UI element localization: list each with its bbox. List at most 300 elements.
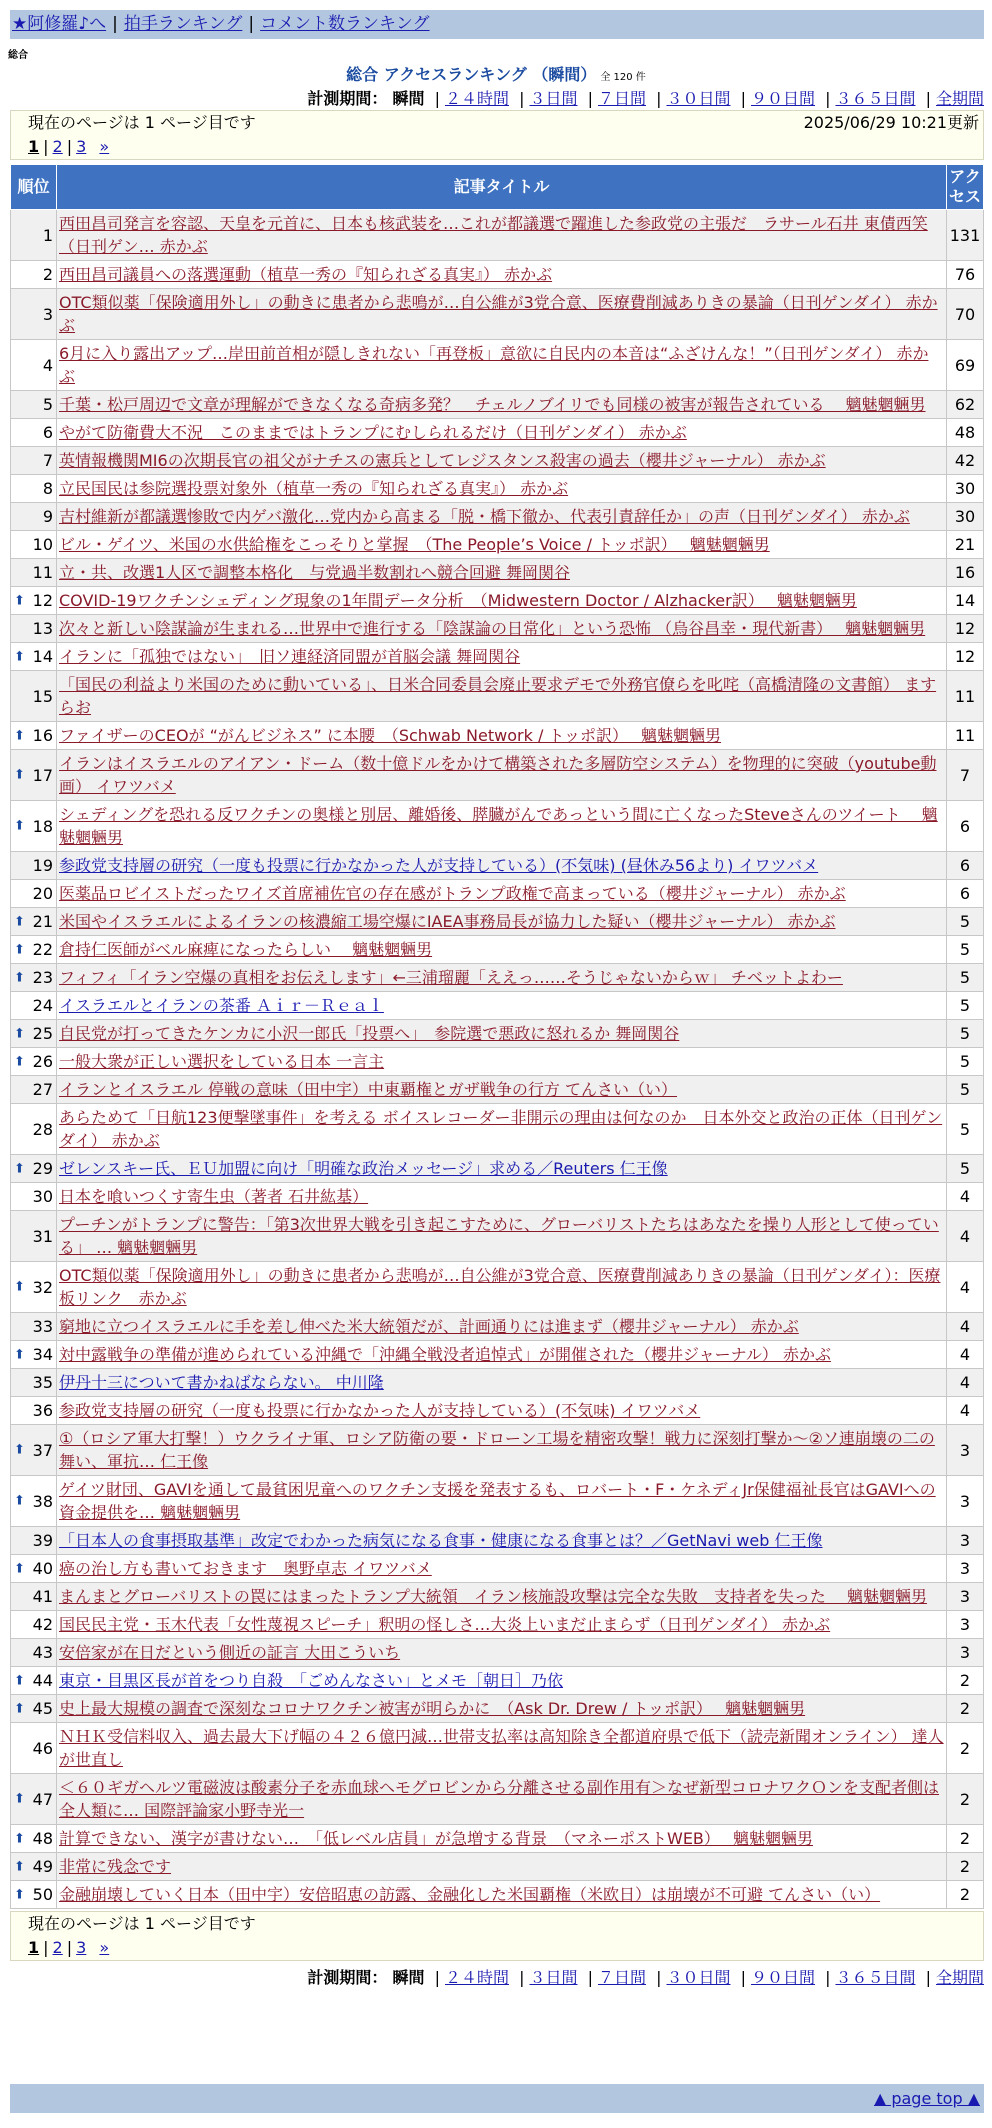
rank-number: 12 bbox=[32, 591, 53, 610]
title-cell bbox=[57, 852, 947, 880]
article-link[interactable]: ゼレンスキー氏、ＥＵ加盟に向け「明確な政治メッセージ」求める／Reuters 仁王像 bbox=[59, 1159, 668, 1178]
access-count: 12 bbox=[947, 643, 984, 671]
title-cell bbox=[57, 1104, 947, 1155]
title-cell bbox=[57, 475, 947, 503]
rank-cell bbox=[11, 531, 57, 559]
period-365d[interactable]: ３６５日間 bbox=[835, 89, 916, 108]
period-all[interactable]: 全期間 bbox=[935, 89, 984, 108]
article-link[interactable]: 米国やイスラエルによるイランの核濃縮工場空爆にIAEA事務局長が協力した疑い（櫻井ジャーナル） 赤かぶ bbox=[59, 912, 836, 931]
article-link[interactable]: フィフィ「イラン空爆の真相をお伝えします」←三浦瑠麗「ええっ……そうじゃないからｗ」 チベットよわー bbox=[59, 968, 843, 987]
table-row bbox=[11, 936, 984, 964]
rank-cell bbox=[11, 587, 57, 615]
rank-cell bbox=[11, 1723, 57, 1774]
table-row bbox=[11, 1723, 984, 1774]
rank-number: 36 bbox=[32, 1401, 53, 1420]
article-link[interactable]: ①（ロシア軍大打撃！）ウクライナ軍、ロシア防衛の要・ドローン工場を精密攻撃！戦力に深刻打撃か～②ソ連崩壊の二の舞い、軍抗… 仁王像 bbox=[59, 1429, 935, 1471]
table-row bbox=[11, 1774, 984, 1825]
table-row bbox=[11, 1853, 984, 1881]
title-cell bbox=[57, 447, 947, 475]
access-count: 2 bbox=[947, 1853, 984, 1881]
rank-number: 5 bbox=[42, 395, 53, 414]
rank-number: 30 bbox=[32, 1187, 53, 1206]
title-cell bbox=[57, 1048, 947, 1076]
access-count: 3 bbox=[947, 1639, 984, 1667]
title-cell bbox=[57, 391, 947, 419]
rank-number: 9 bbox=[42, 507, 53, 526]
ranking-body bbox=[11, 210, 984, 1909]
title-text: 総合 アクセスランキング （瞬間） bbox=[346, 65, 597, 84]
table-row bbox=[11, 643, 984, 671]
page-3-link[interactable]: 3 bbox=[76, 137, 87, 156]
rank-cell bbox=[11, 1076, 57, 1104]
table-row bbox=[11, 587, 984, 615]
article-link[interactable]: ビル・ゲイツ、米国の水供給権をこっそりと掌握 （The People’s Voice / トッポ訳） 魑魅魍魎男 bbox=[59, 535, 770, 554]
rank-up-icon: ⬆ bbox=[14, 1831, 25, 1846]
rank-cell bbox=[11, 1104, 57, 1155]
table-row bbox=[11, 615, 984, 643]
title-cell bbox=[57, 1774, 947, 1825]
article-link[interactable]: 安倍家が在日だという側近の証言 大田こういち bbox=[59, 1643, 401, 1662]
title-cell bbox=[57, 964, 947, 992]
table-row bbox=[11, 1369, 984, 1397]
table-row bbox=[11, 908, 984, 936]
article-link[interactable]: ゲイツ財団、GAVIを通して最貧困児童へのワクチン支援を発表するも、ロバート・F・ケネディJr保健福祉長官はGAVIへの資金提供を… 魑魅魍魎男 bbox=[59, 1480, 936, 1522]
period-3d[interactable]: ３日間 bbox=[529, 89, 578, 108]
access-count: 4 bbox=[947, 1341, 984, 1369]
article-link[interactable]: イランはイスラエルのアイアン・ドーム（数十億ドルをかけて構築された多層防空システム）を物理的に突破（youtube動画） イワツバメ bbox=[59, 754, 937, 796]
rank-cell bbox=[11, 1155, 57, 1183]
rank-number: 4 bbox=[42, 355, 53, 375]
title-cell bbox=[57, 671, 947, 722]
access-count: 4 bbox=[947, 1262, 984, 1313]
rank-number: 20 bbox=[32, 884, 53, 903]
rank-cell bbox=[11, 559, 57, 587]
rank-number: 32 bbox=[32, 1277, 53, 1297]
period-7d[interactable]: ７日間 bbox=[597, 1968, 646, 1987]
rank-cell bbox=[11, 261, 57, 289]
access-count: 4 bbox=[947, 1183, 984, 1211]
table-row bbox=[11, 340, 984, 391]
access-count: 2 bbox=[947, 1774, 984, 1825]
rank-number: 1 bbox=[42, 225, 53, 245]
rank-up-icon: ⬆ bbox=[14, 1161, 25, 1176]
title-cell bbox=[57, 801, 947, 852]
article-link[interactable]: 自民党が打ってきたケンカに小沢一郎氏「投票へ」 参院選で悪政に怒れるか 舞岡関谷 bbox=[59, 1024, 680, 1043]
rank-number: 7 bbox=[42, 451, 53, 470]
rank-number: 28 bbox=[32, 1119, 53, 1139]
table-row bbox=[11, 801, 984, 852]
rank-cell bbox=[11, 1695, 57, 1723]
page-2-link[interactable]: 2 bbox=[52, 1938, 63, 1957]
article-link[interactable]: 国民民主党・玉木代表「女性蔑視スピーチ」釈明の怪しさ…大炎上いまだ止まらず（日刊ゲンダイ） 赤かぶ bbox=[59, 1615, 831, 1634]
period-selector-top: 計測期間： 瞬間 | ２４時間 | ３日間 | ７日間 | ３０日間 | ９０日間 | ３６５日間 | 全期間 bbox=[307, 89, 984, 108]
title-cell bbox=[57, 1555, 947, 1583]
rank-cell bbox=[11, 801, 57, 852]
rank-cell bbox=[11, 391, 57, 419]
rank-number: 8 bbox=[42, 479, 53, 498]
article-link[interactable]: 窮地に立つイスラエルに手を差し伸べた米大統領だが、計画通りには進まず（櫻井ジャーナル） 赤かぶ bbox=[59, 1317, 799, 1336]
title-cell bbox=[57, 722, 947, 750]
article-link[interactable]: 金融崩壊していく日本（田中宇）安倍昭恵の訪露、金融化した米国覇権（米欧日）は崩壊が不可避 てんさい（い） bbox=[59, 1885, 881, 1904]
period-label: 計測期間： bbox=[307, 89, 388, 108]
rank-cell bbox=[11, 964, 57, 992]
rank-cell bbox=[11, 1881, 57, 1909]
rank-number: 26 bbox=[32, 1052, 53, 1071]
article-link[interactable]: 対中露戦争の準備が進められている沖縄で「沖縄全戦没者追悼式」が開催された（櫻井ジャーナル） 赤かぶ bbox=[59, 1345, 831, 1364]
title-cell bbox=[57, 503, 947, 531]
article-link[interactable]: 吉村維新が都議選惨敗で内ゲバ激化…党内から高まる「脱・橋下徹か、代表引責辞任か」の声（日刊ゲンダイ） 赤かぶ bbox=[59, 507, 910, 526]
rank-up-icon: ⬆ bbox=[14, 1701, 25, 1716]
access-count: 131 bbox=[947, 210, 984, 261]
rank-number: 35 bbox=[32, 1373, 53, 1392]
period-90d[interactable]: ９０日間 bbox=[750, 89, 815, 108]
rank-up-icon: ⬆ bbox=[14, 1026, 25, 1041]
rank-cell bbox=[11, 1425, 57, 1476]
rank-up-icon: ⬆ bbox=[14, 767, 25, 783]
title-cell bbox=[57, 908, 947, 936]
access-count: 7 bbox=[947, 750, 984, 801]
access-count: 2 bbox=[947, 1667, 984, 1695]
table-row bbox=[11, 1104, 984, 1155]
period-3d[interactable]: ３日間 bbox=[529, 1968, 578, 1987]
table-row bbox=[11, 1527, 984, 1555]
period-90d[interactable]: ９０日間 bbox=[750, 1968, 815, 1987]
rank-cell bbox=[11, 1611, 57, 1639]
rank-cell bbox=[11, 1583, 57, 1611]
title-cell bbox=[57, 1611, 947, 1639]
rank-number: 49 bbox=[32, 1857, 53, 1876]
rank-cell bbox=[11, 1262, 57, 1313]
title-cell bbox=[57, 1825, 947, 1853]
table-row bbox=[11, 1583, 984, 1611]
article-link[interactable]: OTC類似薬「保険適用外し」の動きに患者から悲鳴が…自公維が3党合意、医療費削減ありきの暴論（日刊ゲンダイ） 赤かぶ bbox=[59, 293, 938, 335]
period-30d[interactable]: ３０日間 bbox=[666, 1968, 731, 1987]
table-row bbox=[11, 391, 984, 419]
table-row bbox=[11, 880, 984, 908]
table-row bbox=[11, 1076, 984, 1104]
access-count: 2 bbox=[947, 1695, 984, 1723]
table-row bbox=[11, 1425, 984, 1476]
title-cell bbox=[57, 615, 947, 643]
title-cell bbox=[57, 1155, 947, 1183]
page-info-text: 現在のページは 1 ページ目です bbox=[28, 1914, 256, 1933]
article-link[interactable]: 東京・目黒区長が首をつり自殺 「ごめんなさい」とメモ［朝日］乃依 bbox=[59, 1671, 564, 1690]
title-cell bbox=[57, 643, 947, 671]
table-row bbox=[11, 1155, 984, 1183]
rank-cell bbox=[11, 1369, 57, 1397]
access-count: 11 bbox=[947, 722, 984, 750]
rank-number: 3 bbox=[42, 304, 53, 324]
article-link[interactable]: 伊丹十三について書かねばならない。 中川隆 bbox=[59, 1373, 384, 1392]
rank-cell bbox=[11, 1555, 57, 1583]
period-30d[interactable]: ３０日間 bbox=[666, 89, 731, 108]
bottom-bar bbox=[10, 2084, 984, 2113]
access-count: 2 bbox=[947, 1881, 984, 1909]
article-link[interactable]: 「国民の利益より米国のために動いている」、日米合同委員会廃止要求デモで外務官僚らを叱咤（高橋清隆の文書館） ますらお bbox=[59, 675, 937, 717]
table-row bbox=[11, 289, 984, 340]
rank-number: 22 bbox=[32, 940, 53, 959]
table-row bbox=[11, 1881, 984, 1909]
article-link[interactable]: ＜６０ギガヘルツ電磁波は酸素分子を赤血球ヘモグロビンから分離させる副作用有＞なぜ新型コロナワクＯンを支配者側は全人類に… 国際評論家小野寺光一 bbox=[59, 1778, 940, 1820]
title-cell bbox=[57, 1695, 947, 1723]
article-link[interactable]: 史上最大規模の調査で深刻なコロナワクチン被害が明らかに （Ask Dr. Drew / トッポ訳） 魑魅魍魎男 bbox=[59, 1699, 806, 1718]
title-cell bbox=[57, 936, 947, 964]
access-count: 6 bbox=[947, 801, 984, 852]
rank-number: 24 bbox=[32, 996, 53, 1015]
table-row bbox=[11, 671, 984, 722]
access-count: 11 bbox=[947, 671, 984, 722]
table-row bbox=[11, 1695, 984, 1723]
rank-cell bbox=[11, 992, 57, 1020]
rank-cell bbox=[11, 852, 57, 880]
rank-number: 19 bbox=[32, 856, 53, 875]
article-link[interactable]: 立・共、改選1人区で調整本格化 与党過半数割れへ競合回避 舞岡関谷 bbox=[59, 563, 570, 582]
rank-cell bbox=[11, 615, 57, 643]
rank-number: 34 bbox=[32, 1345, 53, 1364]
article-link[interactable]: COVID-19ワクチンシェディング現象の1年間データ分析 （Midwestern Doctor / Alzhacker訳） 魑魅魍魎男 bbox=[59, 591, 857, 610]
article-link[interactable]: イランに「孤独ではない」 旧ソ連経済同盟が首脳会議 舞岡関谷 bbox=[59, 647, 521, 666]
title-cell bbox=[57, 1211, 947, 1262]
article-link[interactable]: 6月に入り露出アップ…岸田前首相が隠しきれない「再登板」意欲に自民内の本音は“ふざけんな！”（日刊ゲンダイ） 赤かぶ bbox=[59, 344, 929, 386]
access-count: 3 bbox=[947, 1476, 984, 1527]
table-row bbox=[11, 1611, 984, 1639]
page-2-link[interactable]: 2 bbox=[52, 137, 63, 156]
access-count: 30 bbox=[947, 475, 984, 503]
title-cell bbox=[57, 750, 947, 801]
access-count: 16 bbox=[947, 559, 984, 587]
article-link[interactable]: 英情報機関MI6の次期長官の祖父がナチスの憲兵としてレジスタンス殺害の過去（櫻井ジャーナル） 赤かぶ bbox=[59, 451, 826, 470]
article-link[interactable]: 日本を喰いつくす寄生虫（著者 石井紘基） bbox=[59, 1187, 369, 1206]
separator: | bbox=[248, 14, 255, 34]
table-row bbox=[11, 1341, 984, 1369]
access-count: 5 bbox=[947, 1048, 984, 1076]
rank-number: 33 bbox=[32, 1317, 53, 1336]
article-link[interactable]: 参政党支持層の研究（一度も投票に行かなかった人が支持している）(不気味) イワツバメ bbox=[59, 1401, 701, 1420]
rank-number: 15 bbox=[32, 686, 53, 706]
rank-cell bbox=[11, 880, 57, 908]
access-count: 6 bbox=[947, 880, 984, 908]
page-title bbox=[0, 62, 992, 85]
rank-up-icon: ⬆ bbox=[14, 970, 25, 985]
table-row bbox=[11, 210, 984, 261]
current-page: 1 bbox=[28, 137, 40, 156]
rank-cell bbox=[11, 1020, 57, 1048]
rank-up-icon: ⬆ bbox=[14, 593, 25, 608]
rank-cell bbox=[11, 908, 57, 936]
title-cell bbox=[57, 587, 947, 615]
home-link[interactable]: ★阿修羅♪へ bbox=[12, 14, 107, 34]
rank-number: 31 bbox=[32, 1226, 53, 1246]
title-cell bbox=[57, 1583, 947, 1611]
rank-number: 16 bbox=[32, 726, 53, 745]
access-count: 3 bbox=[947, 1555, 984, 1583]
rank-cell bbox=[11, 475, 57, 503]
article-link[interactable]: 癌の治し方も書いておきます 奥野卓志 イワツバメ bbox=[59, 1559, 432, 1578]
article-link[interactable]: 次々と新しい陰謀論が生まれる…世界中で進行する「陰謀論の日常化」という恐怖 （烏谷昌幸・現代新書） 魑魅魍魎男 bbox=[59, 619, 926, 638]
article-link[interactable]: 参政党支持層の研究（一度も投票に行かなかった人が支持している）(不気味) (昼休み56より) イワツバメ bbox=[59, 856, 819, 875]
rank-number: 10 bbox=[32, 535, 53, 554]
access-count: 3 bbox=[947, 1611, 984, 1639]
access-count: 70 bbox=[947, 289, 984, 340]
table-row bbox=[11, 1555, 984, 1583]
table-row bbox=[11, 852, 984, 880]
rank-number: 11 bbox=[32, 563, 53, 582]
page-info-text: 現在のページは 1 ページ目です bbox=[28, 113, 256, 132]
table-row bbox=[11, 1667, 984, 1695]
article-link[interactable]: 非常に残念です bbox=[59, 1857, 172, 1876]
access-count: 48 bbox=[947, 419, 984, 447]
table-row bbox=[11, 559, 984, 587]
table-row bbox=[11, 1313, 984, 1341]
period-365d[interactable]: ３６５日間 bbox=[835, 1968, 916, 1987]
access-count: 5 bbox=[947, 1076, 984, 1104]
page-3-link[interactable]: 3 bbox=[76, 1938, 87, 1957]
pagination-top: 現在のページは 1 ページ目です 2025/06/29 10:21更新 1 | 2 | 3 » bbox=[10, 110, 984, 160]
access-count: 4 bbox=[947, 1397, 984, 1425]
rank-up-icon: ⬆ bbox=[14, 1673, 25, 1688]
header-rank: 順位 bbox=[11, 165, 57, 210]
next-page-link[interactable]: » bbox=[99, 137, 110, 156]
article-link[interactable]: イスラエルとイランの茶番 Ａｉｒ－Ｒｅａｌ bbox=[59, 996, 384, 1015]
rank-cell bbox=[11, 340, 57, 391]
next-page-link[interactable]: » bbox=[99, 1938, 110, 1957]
table-row bbox=[11, 419, 984, 447]
period-24h[interactable]: ２４時間 bbox=[444, 89, 509, 108]
rank-number: 50 bbox=[32, 1885, 53, 1904]
article-link[interactable]: 計算できない、漢字が書けない… 「低レベル店員」が急増する背景 （マネーポストWEB） 魑魅魍魎男 bbox=[59, 1829, 813, 1848]
table-row bbox=[11, 1262, 984, 1313]
rank-up-icon: ⬆ bbox=[14, 1561, 25, 1576]
rank-cell bbox=[11, 1476, 57, 1527]
period-24h[interactable]: ２４時間 bbox=[444, 1968, 509, 1987]
article-link[interactable]: あらためて「日航123便撃墜事件」を考える ボイスレコーダー非開示の理由は何なのか 日本外交と政治の正体（日刊ゲンダイ） 赤かぶ bbox=[59, 1108, 943, 1150]
access-count: 30 bbox=[947, 503, 984, 531]
access-count: 3 bbox=[947, 1583, 984, 1611]
article-link[interactable]: 一般大衆が正しい選択をしている日本 一言主 bbox=[59, 1052, 385, 1071]
rank-cell bbox=[11, 1527, 57, 1555]
updated-timestamp: 2025/06/29 10:21更新 bbox=[803, 113, 979, 132]
table-row bbox=[11, 261, 984, 289]
rank-cell bbox=[11, 722, 57, 750]
rank-number: 41 bbox=[32, 1587, 53, 1606]
rank-number: 14 bbox=[32, 647, 53, 666]
rank-up-icon: ⬆ bbox=[14, 942, 25, 957]
article-link[interactable]: 医薬品ロビイストだったワイズ首席補佐官の存在感がトランプ政権で高まっている（櫻井ジャーナル） 赤かぶ bbox=[59, 884, 846, 903]
title-cell bbox=[57, 1313, 947, 1341]
rank-number: 17 bbox=[32, 765, 53, 785]
article-link[interactable]: 西田昌司発言を容認、天皇を元首に、日本も核武装を…これが都議選で躍進した参政党の主張だ ラサール石井 東債西笑（日刊ゲン… 赤かぶ bbox=[59, 214, 928, 256]
title-cell bbox=[57, 1076, 947, 1104]
article-link[interactable]: OTC類似薬「保険適用外し」の動きに患者から悲鳴が…自公維が3党合意、医療費削減ありきの暴論（日刊ゲンダイ）：医療板リンク 赤かぶ bbox=[59, 1266, 941, 1308]
title-cell bbox=[57, 559, 947, 587]
rank-number: 39 bbox=[32, 1531, 53, 1550]
rank-up-icon: ⬆ bbox=[14, 1347, 25, 1362]
total-count: 全 120 件 bbox=[600, 72, 646, 83]
article-link[interactable]: シェディングを恐れる反ワクチンの奥様と別居、離婚後、膵臓がんであっという間に亡くなったSteveさんのツイート 魑魅魍魎男 bbox=[59, 805, 938, 847]
access-count: 4 bbox=[947, 1369, 984, 1397]
rank-number: 38 bbox=[32, 1491, 53, 1511]
rank-number: 23 bbox=[32, 968, 53, 987]
article-link[interactable]: プーチンがトランプに警告：「第3次世界大戦を引き起こすために、グローバリストたちはあなたを操り人形として使っている」 … 魑魅魍魎男 bbox=[59, 1215, 939, 1257]
title-cell bbox=[57, 340, 947, 391]
period-current: 瞬間 bbox=[392, 1968, 425, 1987]
article-link[interactable]: ファイザーのCEOが “がんビジネス” に本腰 （Schwab Network / トッポ訳） 魑魅魍魎男 bbox=[59, 726, 722, 745]
rank-number: 42 bbox=[32, 1615, 53, 1634]
table-row bbox=[11, 1639, 984, 1667]
table-row bbox=[11, 1211, 984, 1262]
period-current: 瞬間 bbox=[392, 89, 425, 108]
table-row bbox=[11, 1397, 984, 1425]
title-cell bbox=[57, 1881, 947, 1909]
title-cell bbox=[57, 992, 947, 1020]
title-cell bbox=[57, 1527, 947, 1555]
article-link[interactable]: まんまとグローバリストの罠にはまったトランプ大統領 イラン核施設攻撃は完全な失敗 支持者を失った 魑魅魍魎男 bbox=[59, 1587, 927, 1606]
access-count: 4 bbox=[947, 1313, 984, 1341]
table-row bbox=[11, 1825, 984, 1853]
title-cell bbox=[57, 531, 947, 559]
ranking-table bbox=[10, 164, 984, 1909]
period-all[interactable]: 全期間 bbox=[935, 1968, 984, 1987]
access-count: 2 bbox=[947, 1723, 984, 1774]
rank-cell bbox=[11, 447, 57, 475]
rank-number: 13 bbox=[32, 619, 53, 638]
access-count: 6 bbox=[947, 852, 984, 880]
rank-cell bbox=[11, 1853, 57, 1881]
article-link[interactable]: 「日本人の食事摂取基準」改定でわかった病気になる食事・健康になる食事とは？／GetNavi web 仁王像 bbox=[59, 1531, 823, 1550]
article-link[interactable]: 西田昌司議員への落選運動（植草一秀の『知られざる真実』） 赤かぶ bbox=[59, 265, 553, 284]
article-link[interactable]: 千葉・松戸周辺で文章が理解ができなくなる奇病多発？ チェルノブイリでも同様の被害が報告されている 魑魅魍魎男 bbox=[59, 395, 926, 414]
rank-cell bbox=[11, 750, 57, 801]
article-link[interactable]: 立民国民は参院選投票対象外（植草一秀の『知られざる真実』） 赤かぶ bbox=[59, 479, 569, 498]
article-link[interactable]: ＮＨＫ受信料収入、過去最大下げ幅の４２６億円減…世帯支払率は高知除き全都道府県で低下（読売新聞オンライン） 達人が世直し bbox=[59, 1727, 944, 1769]
clap-ranking-link[interactable]: 拍手ランキング bbox=[123, 14, 243, 34]
rank-up-icon: ⬆ bbox=[14, 1493, 25, 1509]
article-link[interactable]: イランとイスラエル 停戦の意味（田中宇）中東覇権とガザ戦争の行方 てんさい（い） bbox=[59, 1080, 678, 1099]
title-cell bbox=[57, 1341, 947, 1369]
table-row bbox=[11, 1476, 984, 1527]
access-count: 42 bbox=[947, 447, 984, 475]
rank-cell bbox=[11, 671, 57, 722]
rank-number: 45 bbox=[32, 1699, 53, 1718]
access-count: 2 bbox=[947, 1825, 984, 1853]
comment-ranking-link[interactable]: コメント数ランキング bbox=[260, 14, 430, 34]
title-cell bbox=[57, 419, 947, 447]
table-row bbox=[11, 475, 984, 503]
page-top-link[interactable]: ▲ page top ▲ bbox=[873, 2089, 980, 2108]
rank-number: 40 bbox=[32, 1559, 53, 1578]
access-count: 4 bbox=[947, 1211, 984, 1262]
title-cell bbox=[57, 1639, 947, 1667]
rank-up-icon: ⬆ bbox=[14, 914, 25, 929]
rank-number: 29 bbox=[32, 1159, 53, 1178]
rank-number: 43 bbox=[32, 1643, 53, 1662]
title-cell bbox=[57, 1723, 947, 1774]
title-cell bbox=[57, 210, 947, 261]
rank-cell bbox=[11, 1048, 57, 1076]
title-cell bbox=[57, 1476, 947, 1527]
section-label: 総合 bbox=[8, 50, 28, 61]
rank-up-icon: ⬆ bbox=[14, 1279, 25, 1295]
rank-number: 37 bbox=[32, 1440, 53, 1460]
article-link[interactable]: やがて防衛費大不況 このままではトランプにむしられるだけ（日刊ゲンダイ） 赤かぶ bbox=[59, 423, 687, 442]
rank-number: 47 bbox=[32, 1789, 53, 1809]
article-link[interactable]: 倉持仁医師がベル麻痺になったらしい 魑魅魍魎男 bbox=[59, 940, 433, 959]
current-page: 1 bbox=[28, 1938, 40, 1957]
title-cell bbox=[57, 880, 947, 908]
rank-cell bbox=[11, 1639, 57, 1667]
period-7d[interactable]: ７日間 bbox=[597, 89, 646, 108]
title-cell bbox=[57, 1667, 947, 1695]
